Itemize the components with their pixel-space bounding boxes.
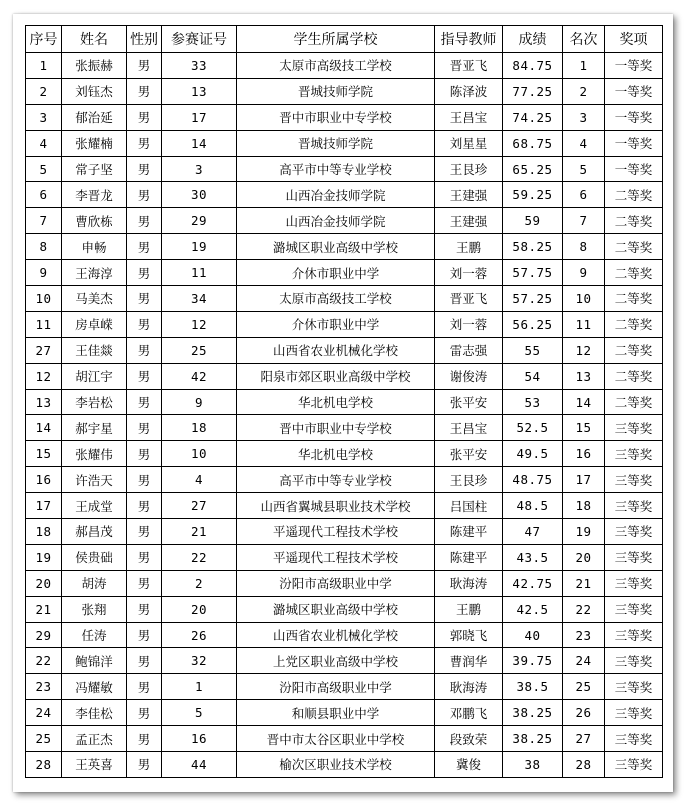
- rank-cell: 1: [563, 53, 605, 79]
- school-cell: 汾阳市高级职业中学: [237, 570, 435, 596]
- score-cell: 56.25: [503, 311, 563, 337]
- teacher-cell: 郭晓飞: [435, 622, 503, 648]
- score-cell: 53: [503, 389, 563, 415]
- entry-number-cell: 20: [162, 596, 237, 622]
- serial-cell: 7: [26, 208, 62, 234]
- gender-cell: 男: [127, 467, 162, 493]
- rank-cell: 4: [563, 130, 605, 156]
- entry-number-cell: 25: [162, 337, 237, 363]
- award-cell: 二等奖: [605, 363, 663, 389]
- serial-cell: 8: [26, 234, 62, 260]
- school-cell: 晋城技师学院: [237, 78, 435, 104]
- school-cell: 山西冶金技师学院: [237, 182, 435, 208]
- score-cell: 42.75: [503, 570, 563, 596]
- serial-cell: 1: [26, 53, 62, 79]
- name-cell: 孟正杰: [62, 726, 127, 752]
- gender-cell: 男: [127, 389, 162, 415]
- gender-cell: 男: [127, 622, 162, 648]
- rank-cell: 17: [563, 467, 605, 493]
- header-cell-entry-number: 参赛证号: [162, 26, 237, 53]
- entry-number-cell: 11: [162, 260, 237, 286]
- gender-cell: 男: [127, 234, 162, 260]
- school-cell: 平遥现代工程技术学校: [237, 519, 435, 545]
- award-cell: 三等奖: [605, 648, 663, 674]
- teacher-cell: 耿海涛: [435, 570, 503, 596]
- table-row: [26, 208, 663, 234]
- name-cell: 胡江宇: [62, 363, 127, 389]
- rank-cell: 3: [563, 104, 605, 130]
- header-cell-award: 奖项: [605, 26, 663, 53]
- name-cell: 马美杰: [62, 286, 127, 312]
- gender-cell: 男: [127, 441, 162, 467]
- name-cell: 李佳松: [62, 700, 127, 726]
- name-cell: 张耀楠: [62, 130, 127, 156]
- header-cell-serial: 序号: [26, 26, 62, 53]
- table-row: [26, 700, 663, 726]
- table-row: [26, 130, 663, 156]
- serial-cell: 28: [26, 752, 62, 778]
- rank-cell: 24: [563, 648, 605, 674]
- name-cell: 王海淳: [62, 260, 127, 286]
- award-cell: 二等奖: [605, 208, 663, 234]
- school-cell: 晋中市太谷区职业中学校: [237, 726, 435, 752]
- award-cell: 三等奖: [605, 493, 663, 519]
- table-row: [26, 441, 663, 467]
- award-cell: 一等奖: [605, 78, 663, 104]
- award-cell: 三等奖: [605, 596, 663, 622]
- header-row: [26, 26, 663, 53]
- table-row: [26, 519, 663, 545]
- entry-number-cell: 19: [162, 234, 237, 260]
- gender-cell: 男: [127, 156, 162, 182]
- serial-cell: 20: [26, 570, 62, 596]
- gender-cell: 男: [127, 674, 162, 700]
- table-row: [26, 53, 663, 79]
- name-cell: 张翔: [62, 596, 127, 622]
- score-cell: 65.25: [503, 156, 563, 182]
- teacher-cell: 段致荣: [435, 726, 503, 752]
- name-cell: 申畅: [62, 234, 127, 260]
- score-cell: 77.25: [503, 78, 563, 104]
- table-row: [26, 286, 663, 312]
- header-cell-name: 姓名: [62, 26, 127, 53]
- name-cell: 鲍锦洋: [62, 648, 127, 674]
- school-cell: 山西冶金技师学院: [237, 208, 435, 234]
- gender-cell: 男: [127, 700, 162, 726]
- award-cell: 三等奖: [605, 415, 663, 441]
- teacher-cell: 吕国柱: [435, 493, 503, 519]
- teacher-cell: 陈泽波: [435, 78, 503, 104]
- serial-cell: 13: [26, 389, 62, 415]
- header-cell-teacher: 指导教师: [435, 26, 503, 53]
- name-cell: 李晋龙: [62, 182, 127, 208]
- school-cell: 上党区职业高级中学校: [237, 648, 435, 674]
- teacher-cell: 王昌宝: [435, 104, 503, 130]
- school-cell: 潞城区职业高级中学校: [237, 596, 435, 622]
- table-row: [26, 726, 663, 752]
- award-cell: 三等奖: [605, 441, 663, 467]
- table-body: [26, 53, 663, 778]
- gender-cell: 男: [127, 726, 162, 752]
- gender-cell: 男: [127, 260, 162, 286]
- score-cell: 47: [503, 519, 563, 545]
- header-cell-score: 成绩: [503, 26, 563, 53]
- serial-cell: 29: [26, 622, 62, 648]
- entry-number-cell: 17: [162, 104, 237, 130]
- entry-number-cell: 22: [162, 544, 237, 570]
- teacher-cell: 王建强: [435, 208, 503, 234]
- table-row: [26, 544, 663, 570]
- gender-cell: 男: [127, 415, 162, 441]
- gender-cell: 男: [127, 208, 162, 234]
- teacher-cell: 刘一蓉: [435, 311, 503, 337]
- name-cell: 郝宇星: [62, 415, 127, 441]
- table-row: [26, 363, 663, 389]
- name-cell: 房卓嵘: [62, 311, 127, 337]
- entry-number-cell: 18: [162, 415, 237, 441]
- school-cell: 介休市职业中学: [237, 311, 435, 337]
- award-cell: 三等奖: [605, 700, 663, 726]
- award-cell: 二等奖: [605, 234, 663, 260]
- teacher-cell: 陈建平: [435, 544, 503, 570]
- score-cell: 49.5: [503, 441, 563, 467]
- score-cell: 48.75: [503, 467, 563, 493]
- serial-cell: 16: [26, 467, 62, 493]
- rank-cell: 12: [563, 337, 605, 363]
- serial-cell: 2: [26, 78, 62, 104]
- teacher-cell: 张平安: [435, 441, 503, 467]
- award-cell: 二等奖: [605, 182, 663, 208]
- award-cell: 二等奖: [605, 260, 663, 286]
- gender-cell: 男: [127, 493, 162, 519]
- name-cell: 侯贵础: [62, 544, 127, 570]
- school-cell: 潞城区职业高级中学校: [237, 234, 435, 260]
- school-cell: 山西省翼城县职业技术学校: [237, 493, 435, 519]
- teacher-cell: 刘一蓉: [435, 260, 503, 286]
- entry-number-cell: 13: [162, 78, 237, 104]
- entry-number-cell: 10: [162, 441, 237, 467]
- gender-cell: 男: [127, 570, 162, 596]
- table-row: [26, 234, 663, 260]
- award-cell: 三等奖: [605, 622, 663, 648]
- award-cell: 一等奖: [605, 53, 663, 79]
- score-cell: 40: [503, 622, 563, 648]
- name-cell: 李岩松: [62, 389, 127, 415]
- rank-cell: 18: [563, 493, 605, 519]
- school-cell: 太原市高级技工学校: [237, 53, 435, 79]
- award-cell: 二等奖: [605, 311, 663, 337]
- school-cell: 晋城技师学院: [237, 130, 435, 156]
- rank-cell: 10: [563, 286, 605, 312]
- award-cell: 二等奖: [605, 337, 663, 363]
- serial-cell: 17: [26, 493, 62, 519]
- serial-cell: 6: [26, 182, 62, 208]
- serial-cell: 25: [26, 726, 62, 752]
- table-row: [26, 182, 663, 208]
- rank-cell: 9: [563, 260, 605, 286]
- name-cell: 王佳燚: [62, 337, 127, 363]
- table-row: [26, 493, 663, 519]
- serial-cell: 22: [26, 648, 62, 674]
- score-cell: 39.75: [503, 648, 563, 674]
- award-cell: 三等奖: [605, 674, 663, 700]
- teacher-cell: 张平安: [435, 389, 503, 415]
- rank-cell: 20: [563, 544, 605, 570]
- score-cell: 54: [503, 363, 563, 389]
- school-cell: 太原市高级技工学校: [237, 286, 435, 312]
- gender-cell: 男: [127, 182, 162, 208]
- teacher-cell: 雷志强: [435, 337, 503, 363]
- results-table: [25, 25, 663, 778]
- rank-cell: 15: [563, 415, 605, 441]
- score-cell: 42.5: [503, 596, 563, 622]
- school-cell: 山西省农业机械化学校: [237, 622, 435, 648]
- score-cell: 59.25: [503, 182, 563, 208]
- entry-number-cell: 21: [162, 519, 237, 545]
- score-cell: 43.5: [503, 544, 563, 570]
- school-cell: 榆次区职业技术学校: [237, 752, 435, 778]
- entry-number-cell: 14: [162, 130, 237, 156]
- table-row: [26, 260, 663, 286]
- entry-number-cell: 42: [162, 363, 237, 389]
- rank-cell: 21: [563, 570, 605, 596]
- rank-cell: 27: [563, 726, 605, 752]
- award-cell: 三等奖: [605, 467, 663, 493]
- serial-cell: 15: [26, 441, 62, 467]
- table-row: [26, 596, 663, 622]
- name-cell: 常子坚: [62, 156, 127, 182]
- rank-cell: 13: [563, 363, 605, 389]
- teacher-cell: 邓鹏飞: [435, 700, 503, 726]
- score-cell: 48.5: [503, 493, 563, 519]
- award-cell: 一等奖: [605, 156, 663, 182]
- teacher-cell: 王艮珍: [435, 156, 503, 182]
- school-cell: 晋中市职业中专学校: [237, 104, 435, 130]
- gender-cell: 男: [127, 544, 162, 570]
- school-cell: 华北机电学校: [237, 389, 435, 415]
- name-cell: 王英喜: [62, 752, 127, 778]
- teacher-cell: 晋亚飞: [435, 53, 503, 79]
- table-row: [26, 674, 663, 700]
- table-row: [26, 337, 663, 363]
- school-cell: 高平市中等专业学校: [237, 467, 435, 493]
- teacher-cell: 耿海涛: [435, 674, 503, 700]
- school-cell: 山西省农业机械化学校: [237, 337, 435, 363]
- award-cell: 三等奖: [605, 570, 663, 596]
- gender-cell: 男: [127, 648, 162, 674]
- table-row: [26, 389, 663, 415]
- rank-cell: 11: [563, 311, 605, 337]
- teacher-cell: 谢俊涛: [435, 363, 503, 389]
- rank-cell: 8: [563, 234, 605, 260]
- teacher-cell: 王艮珍: [435, 467, 503, 493]
- table-row: [26, 156, 663, 182]
- entry-number-cell: 26: [162, 622, 237, 648]
- gender-cell: 男: [127, 53, 162, 79]
- gender-cell: 男: [127, 130, 162, 156]
- entry-number-cell: 44: [162, 752, 237, 778]
- gender-cell: 男: [127, 104, 162, 130]
- header-cell-rank: 名次: [563, 26, 605, 53]
- award-cell: 二等奖: [605, 286, 663, 312]
- header-cell-school: 学生所属学校: [237, 26, 435, 53]
- score-cell: 38.5: [503, 674, 563, 700]
- score-cell: 55: [503, 337, 563, 363]
- school-cell: 晋中市职业中专学校: [237, 415, 435, 441]
- gender-cell: 男: [127, 78, 162, 104]
- award-cell: 二等奖: [605, 389, 663, 415]
- school-cell: 介休市职业中学: [237, 260, 435, 286]
- school-cell: 阳泉市郊区职业高级中学校: [237, 363, 435, 389]
- rank-cell: 23: [563, 622, 605, 648]
- table-row: [26, 622, 663, 648]
- score-cell: 57.25: [503, 286, 563, 312]
- score-cell: 58.25: [503, 234, 563, 260]
- rank-cell: 5: [563, 156, 605, 182]
- entry-number-cell: 30: [162, 182, 237, 208]
- rank-cell: 22: [563, 596, 605, 622]
- header-cell-gender: 性别: [127, 26, 162, 53]
- serial-cell: 14: [26, 415, 62, 441]
- entry-number-cell: 16: [162, 726, 237, 752]
- entry-number-cell: 12: [162, 311, 237, 337]
- school-cell: 汾阳市高级职业中学: [237, 674, 435, 700]
- table-row: [26, 415, 663, 441]
- name-cell: 曹欣栋: [62, 208, 127, 234]
- entry-number-cell: 27: [162, 493, 237, 519]
- award-cell: 三等奖: [605, 519, 663, 545]
- score-cell: 74.25: [503, 104, 563, 130]
- school-cell: 平遥现代工程技术学校: [237, 544, 435, 570]
- table-row: [26, 648, 663, 674]
- teacher-cell: 刘星星: [435, 130, 503, 156]
- award-cell: 三等奖: [605, 752, 663, 778]
- award-cell: 三等奖: [605, 544, 663, 570]
- score-cell: 84.75: [503, 53, 563, 79]
- school-cell: 和顺县职业中学: [237, 700, 435, 726]
- award-cell: 一等奖: [605, 130, 663, 156]
- rank-cell: 2: [563, 78, 605, 104]
- teacher-cell: 冀俊: [435, 752, 503, 778]
- rank-cell: 6: [563, 182, 605, 208]
- entry-number-cell: 2: [162, 570, 237, 596]
- school-cell: 高平市中等专业学校: [237, 156, 435, 182]
- serial-cell: 24: [26, 700, 62, 726]
- gender-cell: 男: [127, 596, 162, 622]
- entry-number-cell: 9: [162, 389, 237, 415]
- teacher-cell: 曹润华: [435, 648, 503, 674]
- entry-number-cell: 4: [162, 467, 237, 493]
- serial-cell: 18: [26, 519, 62, 545]
- teacher-cell: 王昌宝: [435, 415, 503, 441]
- name-cell: 郁治延: [62, 104, 127, 130]
- entry-number-cell: 33: [162, 53, 237, 79]
- rank-cell: 19: [563, 519, 605, 545]
- name-cell: 张耀伟: [62, 441, 127, 467]
- gender-cell: 男: [127, 337, 162, 363]
- serial-cell: 9: [26, 260, 62, 286]
- gender-cell: 男: [127, 311, 162, 337]
- score-cell: 38.25: [503, 700, 563, 726]
- serial-cell: 23: [26, 674, 62, 700]
- name-cell: 张振赫: [62, 53, 127, 79]
- entry-number-cell: 1: [162, 674, 237, 700]
- score-cell: 57.75: [503, 260, 563, 286]
- name-cell: 许浩天: [62, 467, 127, 493]
- table-row: [26, 311, 663, 337]
- table-row: [26, 467, 663, 493]
- table-row: [26, 78, 663, 104]
- name-cell: 郝昌茂: [62, 519, 127, 545]
- rank-cell: 26: [563, 700, 605, 726]
- entry-number-cell: 3: [162, 156, 237, 182]
- serial-cell: 4: [26, 130, 62, 156]
- score-cell: 38: [503, 752, 563, 778]
- gender-cell: 男: [127, 363, 162, 389]
- serial-cell: 10: [26, 286, 62, 312]
- entry-number-cell: 5: [162, 700, 237, 726]
- serial-cell: 19: [26, 544, 62, 570]
- score-cell: 38.25: [503, 726, 563, 752]
- rank-cell: 28: [563, 752, 605, 778]
- name-cell: 冯耀敏: [62, 674, 127, 700]
- score-cell: 68.75: [503, 130, 563, 156]
- table-row: [26, 104, 663, 130]
- score-cell: 52.5: [503, 415, 563, 441]
- serial-cell: 21: [26, 596, 62, 622]
- gender-cell: 男: [127, 752, 162, 778]
- name-cell: 刘钰杰: [62, 78, 127, 104]
- teacher-cell: 陈建平: [435, 519, 503, 545]
- teacher-cell: 王鹏: [435, 596, 503, 622]
- table-row: [26, 752, 663, 778]
- name-cell: 任涛: [62, 622, 127, 648]
- table-row: [26, 570, 663, 596]
- name-cell: 胡涛: [62, 570, 127, 596]
- gender-cell: 男: [127, 519, 162, 545]
- rank-cell: 16: [563, 441, 605, 467]
- name-cell: 王成堂: [62, 493, 127, 519]
- entry-number-cell: 34: [162, 286, 237, 312]
- rank-cell: 25: [563, 674, 605, 700]
- gender-cell: 男: [127, 286, 162, 312]
- entry-number-cell: 29: [162, 208, 237, 234]
- document-sheet: [13, 14, 673, 792]
- school-cell: 华北机电学校: [237, 441, 435, 467]
- serial-cell: 11: [26, 311, 62, 337]
- rank-cell: 7: [563, 208, 605, 234]
- teacher-cell: 王鹏: [435, 234, 503, 260]
- serial-cell: 27: [26, 337, 62, 363]
- teacher-cell: 王建强: [435, 182, 503, 208]
- rank-cell: 14: [563, 389, 605, 415]
- entry-number-cell: 32: [162, 648, 237, 674]
- serial-cell: 3: [26, 104, 62, 130]
- score-cell: 59: [503, 208, 563, 234]
- award-cell: 三等奖: [605, 726, 663, 752]
- serial-cell: 12: [26, 363, 62, 389]
- serial-cell: 5: [26, 156, 62, 182]
- award-cell: 一等奖: [605, 104, 663, 130]
- teacher-cell: 晋亚飞: [435, 286, 503, 312]
